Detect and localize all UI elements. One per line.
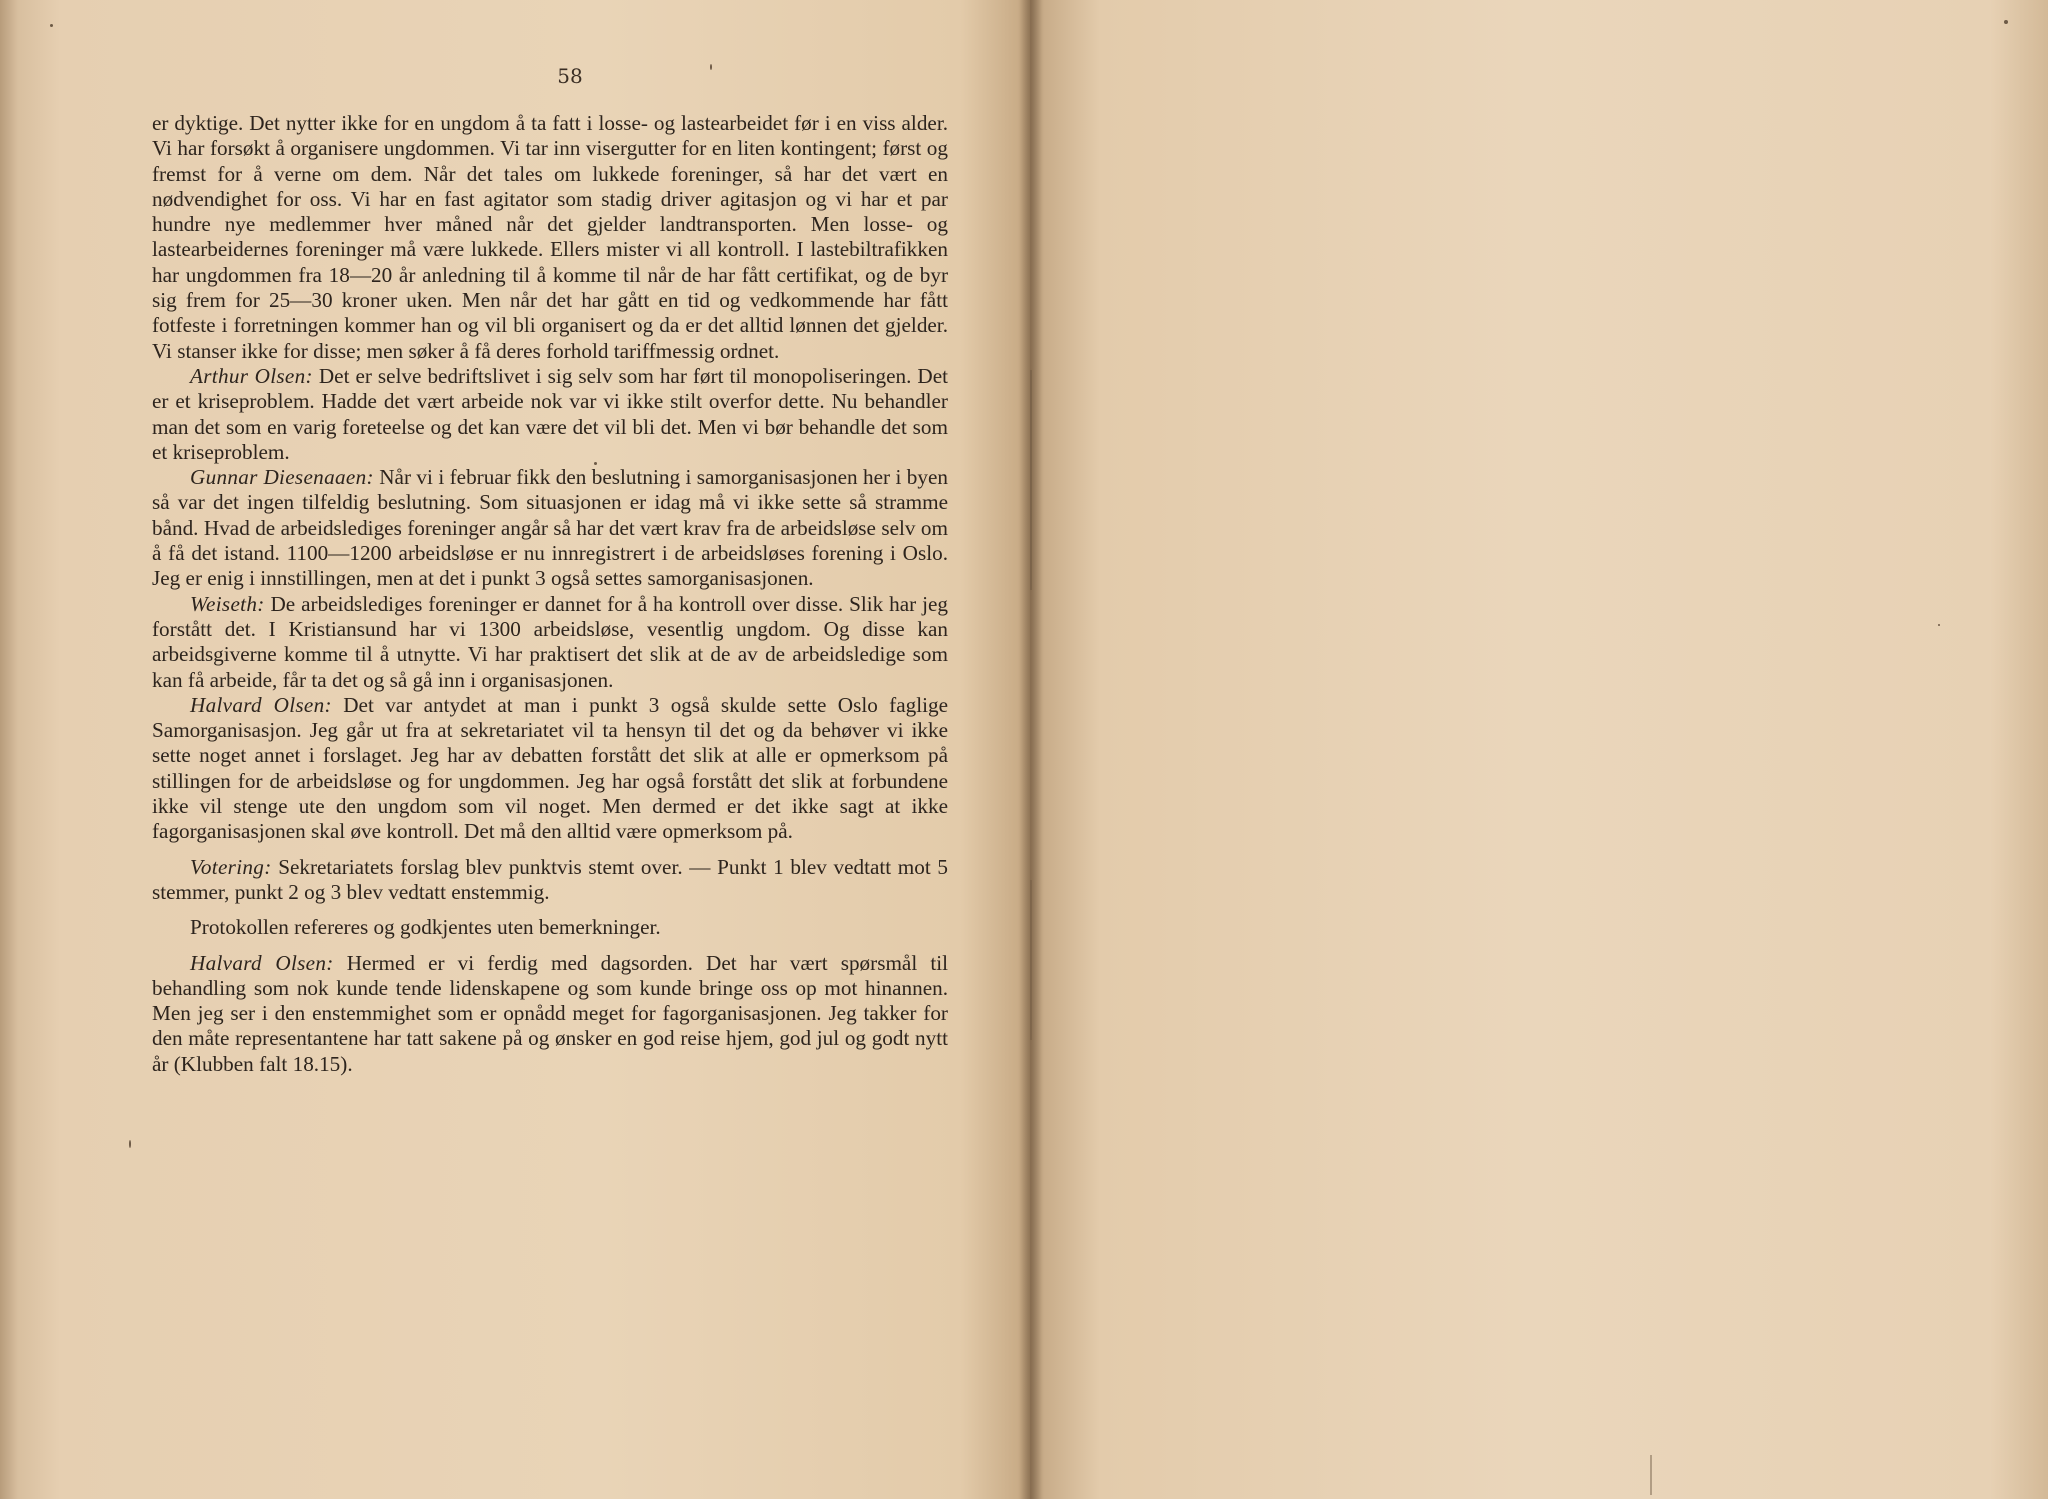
speaker-name: Halvard Olsen: [190,692,332,717]
speaker-name: Arthur Olsen: [190,363,313,388]
paper-speck [1938,624,1940,626]
right-page [1030,0,2048,1499]
paragraph-continuation [152,111,948,364]
speaker-name: Gunnar Diesenaaen: [190,465,374,490]
paragraph-halvard-olsen [152,693,948,845]
paragraph-votering [152,855,948,906]
paragraph-text: Det var antydet at man i punkt 3 også skulde sette Oslo faglige Samorganisasjon. Jeg går ut fra at sekretariatet vil ta hensyn til det og da behøver vi ikke sette noget annet i forslaget. Jeg har av debatten forstått det slik at alle er opmerksom på stillingen for de arbeidsløse og for ungdommen. Jeg har også forstått det slik at forbundene ikke vil stenge ute den ungdom som vil noget. Men dermed er det ikke sagt at ikke fagorganisasjonen skal øve kontroll. Det må den alltid være opmerksom på. [152,692,948,844]
paragraph-text: Protokollen refereres og godkjentes uten bemerkninger. [190,915,661,940]
speaker-name: Halvard Olsen: [190,950,334,975]
page-crease-mark [1650,1455,1652,1495]
book-gutter [1018,0,1044,1499]
paper-speck [710,64,712,70]
speaker-name: Votering: [190,854,272,879]
paragraph-protokoll [152,915,948,940]
paper-speck [594,462,597,465]
paragraph-weiseth [152,592,948,693]
paragraph-text: Det er selve bedriftslivet i sig selv som har ført til monopoliseringen. Det er et kriseproblem. Hadde det vært arbeide nok var vi ikke stilt overfor dette. Nu behandler man det som en varig foreteelse og det kan være det vil bli det. Men vi bør behandle det som et kriseproblem. [152,363,948,464]
paragraph-halvard-olsen-closing [152,951,948,1077]
paper-speck [2004,20,2008,24]
paragraph-text: er dyktige. Det nytter ikke for en ungdom å ta fatt i losse- og lastearbeidet før i en viss alder. Vi har forsøkt å organisere ungdommen. Vi tar inn visergutter for en liten kontingent; først og fremst for å verne om dem. Når det tales om lukkede foreninger, så har det vært en nødvendighet for oss. Vi har en fast agitator som stadig driver agitasjon og vi har et par hundre nye medlemmer hver måned når det gjelder landtransporten. Men losse- og lastearbeidernes foreninger må være lukkede. Ellers mister vi all kontroll. I lastebiltrafikken har ungdommen fra 18—20 år anledning til å komme til når de har fått certifikat, og de byr sig frem for 25—30 kroner uken. Men når det har gått en tid og vedkommende har fått fotfeste i forretningen kommer han og vil bli organisert og da er det alltid lønnen det gjelder. Vi stanser ikke for disse; men søker å få deres forhold tariffmessig ordnet. [152,111,948,363]
speaker-name: Weiseth: [190,591,265,616]
paragraph-text: De arbeidslediges foreninger er dannet for å ha kontroll over disse. Slik har jeg forstått det. I Kristiansund har vi 1300 arbeidsløse, vesentlig ungdom. Og disse kan arbeidsgiverne komme til å utnytte. Vi har praktisert det slik at de av de arbeidsledige som kan få arbeide, får ta det og så gå inn i organisasjonen. [152,591,948,692]
paragraph-gunnar-diesenaaen [152,465,948,591]
paper-speck [129,1140,131,1148]
body-text [152,111,948,1077]
page-number: 58 [557,64,583,88]
paragraph-arthur-olsen [152,364,948,465]
paragraph-text: Hermed er vi ferdig med dagsorden. Det har vært spørsmål til behandling som nok kunde tende lidenskapene og som kunde bringe oss op mot hinannen. Men jeg ser i den enstemmighet som er opnådd meget for fagorganisasjonen. Jeg takker for den måte representantene har tatt sakene på og ønsker en god reise hjem, god jul og godt nytt år (Klubben falt 18.15). [152,950,948,1076]
paragraph-text: Når vi i februar fikk den beslutning i samorganisasjonen her i byen så var det ingen tilfeldig beslutning. Som situasjonen er idag må vi ikke sette så stramme bånd. Hvad de arbeidslediges foreninger angår så har det vært krav fra de arbeidsløse selv om å få det istand. 1100—1200 arbeidsløse er nu innregistrert i de arbeidsløses forening i Oslo. Jeg er enig i innstillingen, men at det i punkt 3 også settes samorganisasjonen. [152,465,948,591]
paragraph-text: Sekretariatets forslag blev punktvis stemt over. — Punkt 1 blev vedtatt mot 5 stemmer, punkt 2 og 3 blev vedtatt enstemmig. [152,854,948,904]
paper-speck [50,24,53,27]
